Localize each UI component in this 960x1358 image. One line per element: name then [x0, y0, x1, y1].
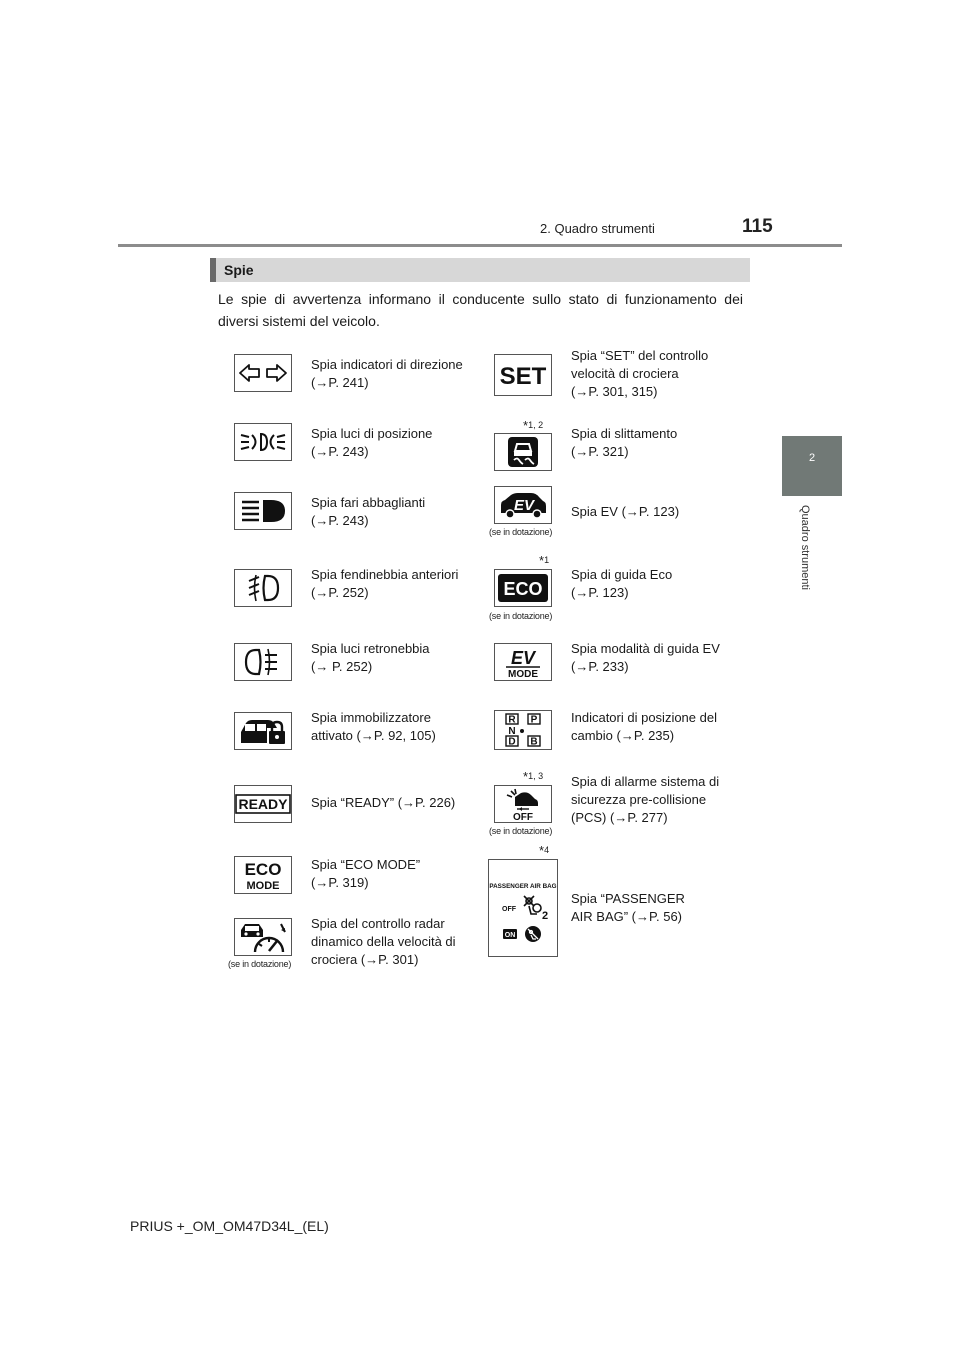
- section-heading-accent: [210, 258, 216, 282]
- if-equipped-note: (se in dotazione): [489, 611, 553, 621]
- svg-text:READY: READY: [238, 796, 288, 812]
- svg-text:EV: EV: [510, 648, 536, 668]
- svg-text:R: R: [508, 714, 516, 726]
- intro-paragraph: Le spie di avvertenza informano il conducente sullo stato di funzionamento dei diversi sistemi del veicolo.: [218, 291, 743, 329]
- svg-text:ON: ON: [504, 932, 516, 939]
- shift-position-icon: [494, 710, 552, 750]
- turn-signal-description: Spia indicatori di direzione (→P. 241): [311, 357, 463, 390]
- svg-text:N: N: [508, 726, 516, 737]
- svg-text:MODE: MODE: [508, 669, 538, 679]
- front-fog-light-icon: [234, 569, 292, 607]
- if-equipped-note: (se in dotazione): [489, 826, 553, 836]
- ready-description: Spia “READY” (→P. 226): [311, 795, 456, 810]
- running-header-section: 2. Quadro strumenti: [540, 221, 655, 236]
- ev-mode-description: Spia modalità di guida EV (→P. 233): [571, 641, 720, 674]
- passenger-airbag-description: Spia “PASSENGER AIR BAG” (→P. 56): [571, 891, 685, 924]
- chapter-tab: [782, 436, 842, 496]
- svg-text:P: P: [530, 714, 538, 726]
- footnote-marker: $*_4$: [539, 843, 550, 858]
- shift-position-description: Indicatori di posizione del cambio (→P. 235): [571, 710, 717, 743]
- pcs-warning-icon: [494, 785, 552, 823]
- document-code: PRIUS +_OM_OM47D34L_(EL): [130, 1218, 329, 1234]
- ev-mode-icon: [494, 643, 552, 681]
- footnote-marker: $*_{1, 3}$: [523, 769, 544, 784]
- eco-drive-description: Spia di guida Eco (→P. 123): [571, 567, 673, 600]
- ev-icon: [494, 486, 552, 524]
- page-number: 115: [742, 216, 773, 237]
- slip-description: Spia di slittamento (→P. 321): [571, 426, 678, 459]
- chapter-tab-label: Quadro strumenti: [799, 505, 811, 590]
- header-rule: [118, 244, 842, 247]
- eco-mode-description: Spia “ECO MODE” (→P. 319): [311, 857, 421, 890]
- svg-text:PASSENGER AIR BAG: PASSENGER AIR BAG: [489, 883, 557, 890]
- svg-text:MODE: MODE: [246, 880, 280, 892]
- position-lights-description: Spia luci di posizione (→P. 243): [311, 426, 433, 459]
- chapter-tab-number: 2: [808, 452, 816, 464]
- radar-cruise-description: Spia del controllo radar dinamico della velocità di crociera (→P. 301): [311, 916, 456, 967]
- svg-text:OFF: OFF: [502, 906, 516, 913]
- rear-fog-light-icon: [234, 643, 292, 681]
- high-beam-description: Spia fari abbaglianti (→P. 243): [311, 495, 426, 528]
- front-fog-light-description: Spia fendinebbia anteriori (→P. 252): [311, 567, 459, 600]
- position-lights-icon: [234, 423, 292, 461]
- immobilizer-icon: [234, 712, 292, 750]
- turn-signal-arrows-icon: [234, 354, 292, 392]
- footnote-marker: $*_1$: [539, 553, 550, 568]
- slip-indicator-icon: [494, 433, 552, 471]
- set-icon: [494, 354, 552, 396]
- pcs-description: Spia di allarme sistema di sicurezza pre-collisione (PCS) (→P. 277): [571, 774, 720, 825]
- radar-cruise-icon: [234, 918, 292, 956]
- section-heading: [210, 258, 750, 282]
- if-equipped-note: (se in dotazione): [228, 959, 292, 969]
- svg-text:EV: EV: [513, 497, 535, 514]
- svg-text:ECO: ECO: [244, 860, 282, 879]
- section-title: Spie: [224, 262, 254, 278]
- set-description: Spia “SET” del controllo velocità di crociera (→P. 301, 315): [571, 348, 709, 399]
- svg-text:2: 2: [542, 910, 549, 922]
- svg-text:OFF: OFF: [513, 812, 533, 821]
- svg-text:D: D: [508, 736, 516, 748]
- high-beam-icon: [234, 492, 292, 530]
- immobilizer-description: Spia immobilizzatore attivato (→P. 92, 105): [311, 710, 436, 743]
- rear-fog-light-description: Spia luci retronebbia (→ P. 252): [311, 641, 430, 674]
- footnote-marker: $*_{1, 2}$: [523, 418, 544, 433]
- eco-mode-icon: [234, 856, 292, 894]
- eco-drive-icon: [494, 569, 552, 607]
- svg-text:SET: SET: [499, 363, 547, 390]
- ready-icon: [234, 785, 292, 823]
- svg-text:ECO: ECO: [503, 579, 543, 599]
- svg-text:B: B: [530, 736, 538, 748]
- if-equipped-note: (se in dotazione): [489, 527, 553, 537]
- passenger-airbag-icon: [488, 859, 558, 957]
- ev-description: Spia EV (→P. 123): [571, 504, 680, 519]
